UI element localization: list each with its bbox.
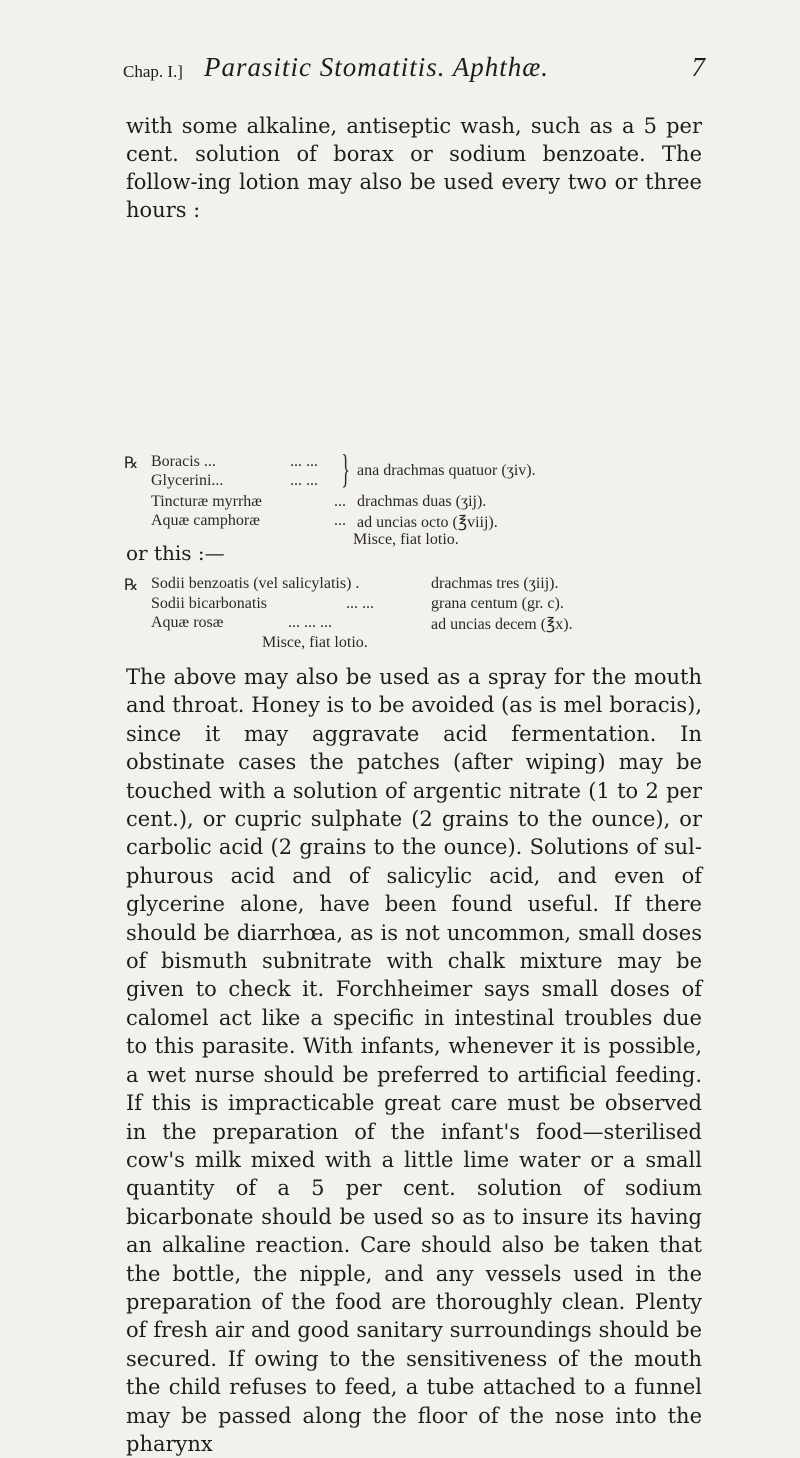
rx2-dose-3: ad uncias decem (℥x).: [431, 616, 573, 633]
or-this-text: or this :—: [126, 541, 225, 565]
rx2-instruction: Misce, fiat lotio.: [262, 634, 368, 651]
rx1-dots-1: ... ...: [290, 453, 318, 470]
main-paragraph: The above may also be used as a spray for the mouth and throat. Honey is to be avoided (as is mel boracis), since it may aggravate acid fermentation. In obstinate cases the patches (after wiping) may be touched with a solution of argentic nitrate (1 to 2 per cent.), or cupric sulphate (2 grains to the ounce), or carbolic acid (2 grains to the ounce). Solutions of sul-phurous acid and of salicylic acid, and even of glycerine alone, have been found useful. If there should be diarrhœa, as is not uncommon, small doses of bismuth subnitrate with chalk mixture may be given to check it. Forchheimer says small doses of calomel act like a specific in intestinal troubles due to this parasite. With infants, whenever it is possible, a wet nurse should be preferred to artificial feeding. If this is impracticable great care must be observed in the preparation of the infant's food—sterilised cow's milk mixed with a little lime water or a small quantity of a 5 per cent. solution of sodium bicarbonate should be used so as to insure its having an alkaline reaction. Care should also be taken that the bottle, the nipple, and any vessels used in the preparation of the food are thoroughly clean. Plenty of fresh air and good sanitary surroundings should be secured. If owing to the sensitiveness of the mouth the child refuses to feed, a tube attached to a funnel may be passed along the floor of the nose into the pharynx: [126, 665, 702, 1456]
rx1-ingredient-4: Aquæ camphoræ: [151, 512, 260, 529]
rx2-dots-2: ... ...: [346, 595, 374, 612]
rx1-ingredient-2: Glycerini...: [151, 472, 224, 489]
rx1-instruction: Misce, fiat lotio.: [353, 531, 459, 548]
rx2-dose-2: grana centum (gr. c).: [431, 595, 564, 612]
running-header: [123, 50, 713, 90]
page-number: 7: [691, 52, 705, 82]
rx1-dots-4: ...: [334, 512, 346, 529]
rx1-ingredient-1: Boracis ...: [151, 453, 216, 470]
recipe-symbol: ℞: [124, 575, 139, 594]
rx2-ingredient-3: Aquæ rosæ: [151, 614, 224, 631]
rx2-ingredient-2: Sodii bicarbonatis: [151, 595, 267, 612]
recipe-symbol: ℞: [124, 453, 139, 472]
rx2-dose-1: drachmas tres (ʒiij).: [431, 575, 559, 592]
rx1-brace: }: [341, 446, 350, 491]
rx1-brace-dose: ana drachmas quatuor (ʒiv).: [357, 462, 536, 479]
rx2-ingredient-1: Sodii benzoatis (vel salicylatis) .: [151, 575, 360, 592]
chapter-label: Chap. I.]: [123, 62, 183, 81]
rx1-dose-3: drachmas duas (ʒij).: [357, 493, 487, 510]
running-title: Parasitic Stomatitis. Aphthæ.: [204, 52, 550, 82]
rx1-dose-4: ad uncias octo (℥viij).: [357, 514, 498, 531]
rx1-dots-2: ... ...: [290, 472, 318, 489]
rx2-dots-3: ... ... ...: [288, 614, 332, 631]
intro-paragraph: with some alkaline, antiseptic wash, such as a 5 per cent. solution of borax or sodium benzoate. The follow-ing lotion may also be used every two or three hours :: [126, 114, 702, 222]
rx1-dots-3: ...: [334, 493, 346, 510]
rx1-ingredient-3: Tincturæ myrrhæ: [151, 493, 262, 510]
